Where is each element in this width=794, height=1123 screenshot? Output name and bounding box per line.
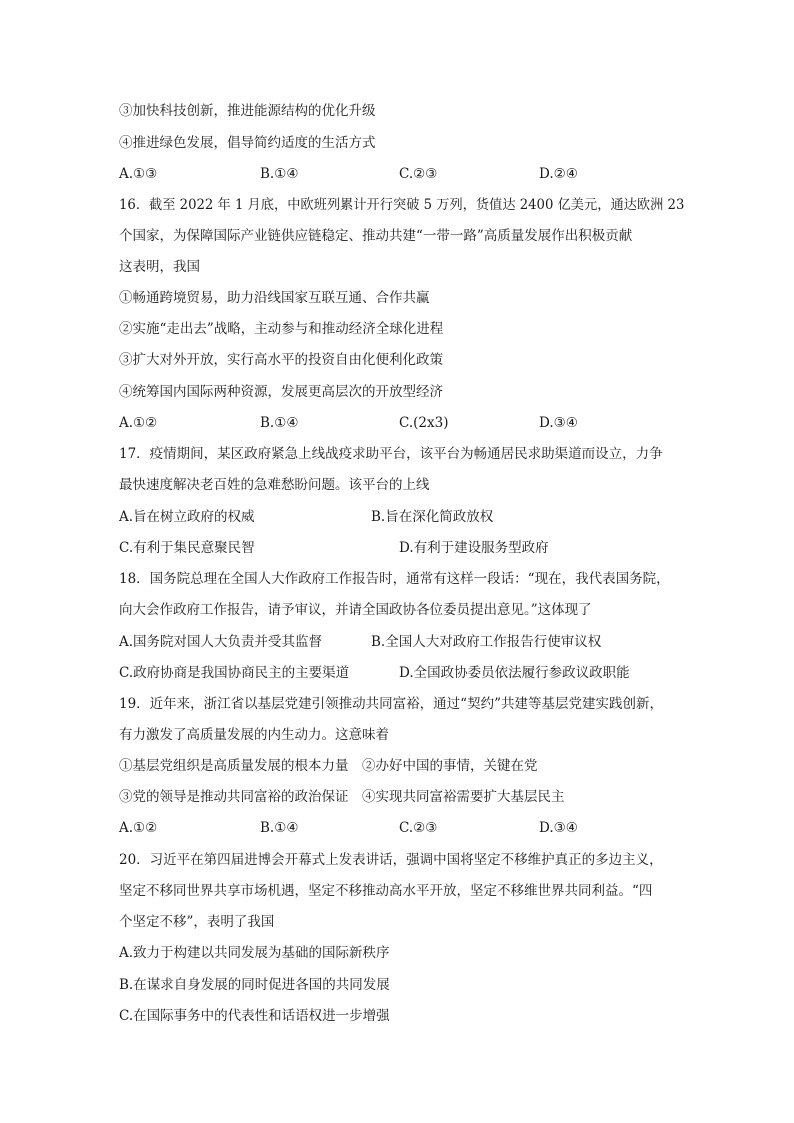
q18-option-a: A.国务院对国人大负责并受其监督 xyxy=(119,634,323,650)
q20-stem-line-2: 坚定不移同世界共享市场机遇，坚定不移推动高水平开放，坚定不移维世界共同利益。“四 xyxy=(119,883,653,899)
q19-option-b: B.①④ xyxy=(260,820,299,836)
q19-option-d: D.③④ xyxy=(539,820,578,836)
q20-option-c: C.在国际事务中的代表性和话语权进一步增强 xyxy=(119,1008,390,1024)
q15-statement-4: ④推进绿色发展，倡导简约适度的生活方式 xyxy=(119,135,376,151)
q15-option-c: C.②③ xyxy=(399,166,438,182)
q16-option-b: B.①④ xyxy=(260,415,299,431)
q15-statement-3: ③加快科技创新，推进能源结构的优化升级 xyxy=(119,103,376,119)
q16-stem-line-2: 个国家，为保障国际产业链供应链稳定、推动共建“一带一路”高质量发展作出积极贡献 xyxy=(119,228,633,244)
q20-stem-line-3: 个坚定不移”，表明了我国 xyxy=(119,914,275,930)
q19-statements-3-4: ③党的领导是推动共同富裕的政治保证 ④实现共同富裕需要扩大基层民主 xyxy=(119,789,565,805)
q19-option-c: C.②③ xyxy=(399,820,438,836)
q16-option-a: A.①② xyxy=(119,415,158,431)
q19-stem-line-1: 19．近年来，浙江省以基层党建引领推动共同富裕，通过“契约”共建等基层党建实践创新， xyxy=(119,696,663,712)
q16-stem-line-3: 这表明，我国 xyxy=(119,259,200,275)
q16-option-d: D.③④ xyxy=(539,415,578,431)
q18-option-b: B.全国人大对政府工作报告行使审议权 xyxy=(371,634,602,650)
q16-statement-1: ①畅通跨境贸易，助力沿线国家互联互通、合作共赢 xyxy=(119,290,430,306)
q16-statement-3: ③扩大对外开放，实行高水平的投资自由化便利化政策 xyxy=(119,352,443,368)
q19-option-a: A.①② xyxy=(119,820,158,836)
q20-option-a: A.致力于构建以共同发展为基础的国际新秩序 xyxy=(119,945,390,961)
q16-option-c: C.(2x3) xyxy=(399,415,449,431)
q19-statements-1-2: ①基层党组织是高质量发展的根本力量 ②办好中国的事情，关键在党 xyxy=(119,758,538,774)
q18-option-d: D.全国政协委员依法履行参政议政职能 xyxy=(399,665,630,681)
q18-stem-line-1: 18．国务院总理在全国人大作政府工作报告时，通常有这样一段话：“现在，我代表国务院， xyxy=(119,571,670,587)
q19-stem-line-2: 有力激发了高质量发展的内生动力。这意味着 xyxy=(119,727,389,743)
q16-statement-2: ②实施“走出去”战略，主动参与和推动经济全球化进程 xyxy=(119,321,444,337)
q15-option-d: D.②④ xyxy=(539,166,578,182)
q18-option-c: C.政府协商是我国协商民主的主要渠道 xyxy=(119,665,350,681)
q17-option-a: A.旨在树立政府的权威 xyxy=(119,509,255,525)
q17-stem-line-1: 17．疫情期间，某区政府紧急上线战疫求助平台，该平台为畅通居民求助渠道而设立，力争 xyxy=(119,446,663,462)
q18-stem-line-2: 向大会作政府工作报告，请予审议，并请全国政协各位委员提出意见。”这体现了 xyxy=(119,602,592,618)
q17-option-b: B.旨在深化简政放权 xyxy=(371,509,494,525)
q17-option-d: D.有利于建设服务型政府 xyxy=(399,540,549,556)
q15-option-b: B.①④ xyxy=(260,166,299,182)
q17-option-c: C.有利于集民意聚民智 xyxy=(119,540,255,556)
q20-stem-line-1: 20．习近平在第四届进博会开幕式上发表讲话，强调中国将坚定不移维护真正的多边主义， xyxy=(119,852,663,868)
q16-stem-line-1: 16．截至 2022 年 1 月底，中欧班列累计开行突破 5 万列，货值达 2400 亿美元，通达欧洲 23 xyxy=(119,197,685,213)
q17-stem-line-2: 最快速度解决老百姓的急难愁盼问题。该平台的上线 xyxy=(119,477,430,493)
q20-option-b: B.在谋求自身发展的同时促进各国的共同发展 xyxy=(119,977,390,993)
q16-statement-4: ④统筹国内国际两种资源，发展更高层次的开放型经济 xyxy=(119,384,443,400)
q15-option-a: A.①③ xyxy=(119,166,158,182)
